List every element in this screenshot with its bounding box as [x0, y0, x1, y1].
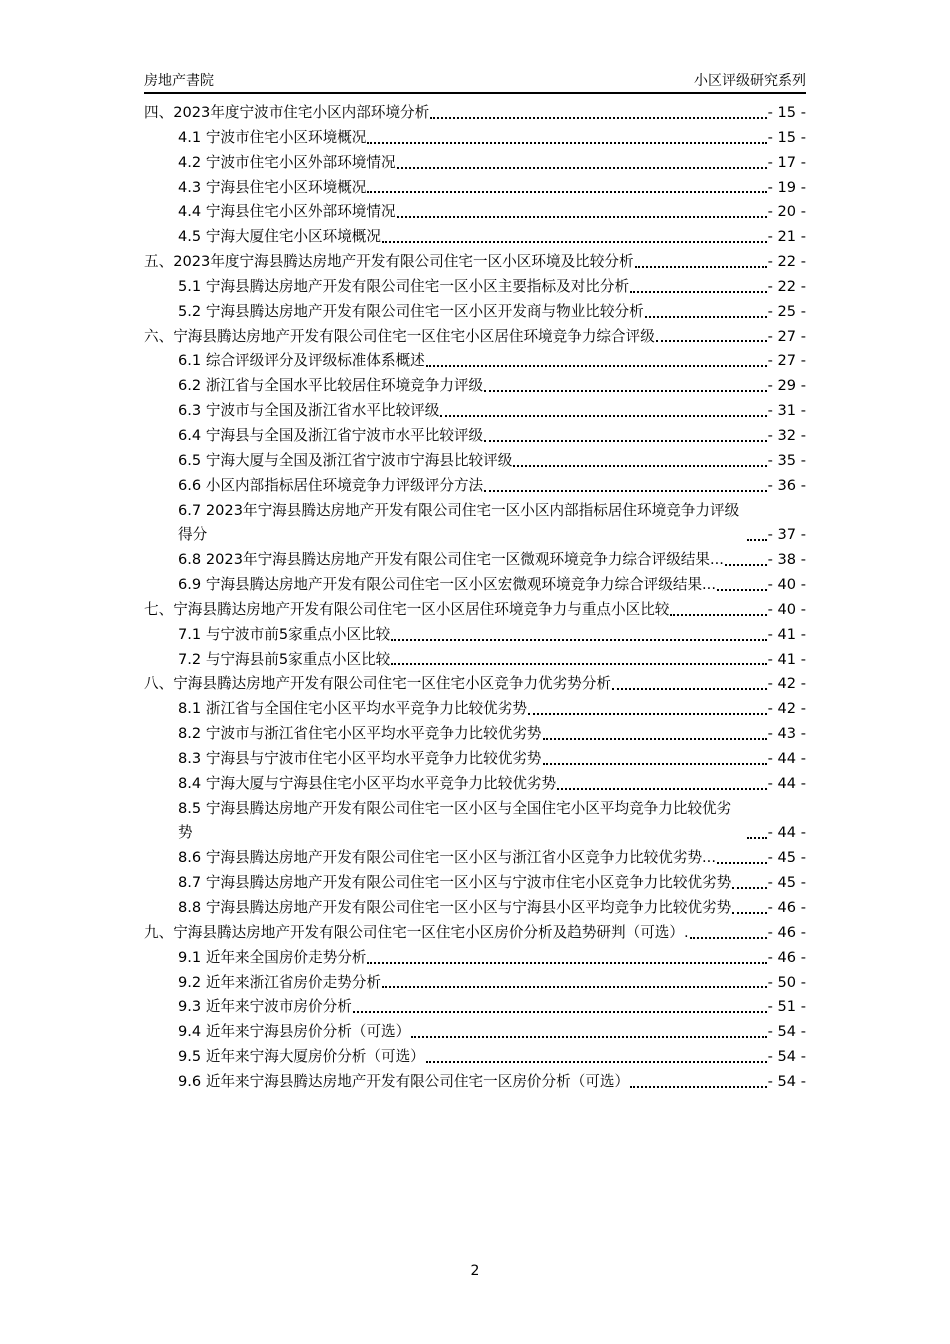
toc-entry[interactable] — [144, 424, 806, 449]
toc-entry-title: 8.3 宁海县与宁波市住宅小区平均水平竞争力比较优劣势 — [178, 749, 542, 767]
toc-entry-title: 五、2023年度宁海县腾达房地产开发有限公司住宅一区小区环境及比较分析 — [144, 253, 634, 271]
toc-entry-page: - 41 - — [767, 625, 806, 643]
toc-entry-page: - 25 - — [767, 302, 806, 320]
toc-entry-title: 4.4 宁海县住宅小区外部环境情况 — [178, 203, 396, 221]
toc-entry-title: 9.5 近年来宁海大厦房价分析（可选） — [178, 1048, 425, 1066]
toc-entry-page: - 32 - — [767, 426, 806, 444]
dot-leader — [630, 1086, 767, 1088]
toc-entry-page: - 45 - — [767, 849, 806, 867]
toc-entry-page: - 43 - — [767, 725, 806, 743]
toc-entry-title: 6.6 小区内部指标居住环境竞争力评级评分方法 — [178, 476, 484, 494]
toc-entry[interactable] — [144, 325, 806, 350]
dot-leader — [645, 316, 767, 318]
toc-entry[interactable] — [144, 449, 806, 474]
toc-entry-title: 5.2 宁海县腾达房地产开发有限公司住宅一区小区开发商与物业比较分析 — [178, 302, 644, 320]
toc-entry-page: - 31 - — [767, 402, 806, 420]
toc-entry[interactable] — [144, 275, 806, 300]
toc-entry-title: 9.2 近年来浙江省房价走势分析 — [178, 973, 381, 991]
dot-leader — [484, 390, 766, 392]
toc-entry[interactable] — [144, 797, 806, 847]
dot-leader — [430, 117, 766, 119]
dot-leader — [635, 266, 767, 268]
toc-entry-page: - 42 - — [767, 700, 806, 718]
toc-entry-page: - 42 - — [767, 675, 806, 693]
toc-entry-title: 6.7 2023年宁海县腾达房地产开发有限公司住宅一区小区内部指标居住环境竞争力评级得分 — [178, 501, 740, 544]
toc-entry-title: 6.3 宁波市与全国及浙江省水平比较评级 — [178, 402, 440, 420]
dot-leader — [543, 763, 767, 765]
dot-leader — [747, 837, 767, 839]
toc-entry-title: 4.2 宁波市住宅小区外部环境情况 — [178, 153, 396, 171]
toc-entry-title: 9.3 近年来宁波市房价分析 — [178, 998, 352, 1016]
toc-entry[interactable] — [144, 300, 806, 325]
dot-leader — [397, 167, 767, 169]
toc-entry[interactable] — [144, 200, 806, 225]
dot-leader — [367, 142, 766, 144]
toc-entry-page: - 27 - — [767, 352, 806, 370]
dot-leader — [367, 191, 766, 193]
toc-entry-title: 9.4 近年来宁海县房价分析（可选） — [178, 1023, 411, 1041]
toc-entry-page: - 22 - — [767, 253, 806, 271]
toc-entry-page: - 20 - — [767, 203, 806, 221]
header-right: 小区评级研究系列 — [694, 73, 806, 89]
toc-entry[interactable] — [144, 1070, 806, 1095]
toc-entry-page: - 27 - — [767, 327, 806, 345]
dot-leader — [725, 564, 767, 566]
dot-leader — [612, 688, 767, 690]
toc-entry-title: 8.1 浙江省与全国住宅小区平均水平竞争力比较优劣势 — [178, 700, 527, 718]
toc-entry[interactable] — [144, 648, 806, 673]
toc-entry-title: 6.4 宁海县与全国及浙江省宁波市水平比较评级 — [178, 426, 484, 444]
toc-entry-title: 6.2 浙江省与全国水平比较居住环境竞争力评级 — [178, 377, 484, 395]
toc-entry[interactable] — [144, 176, 806, 201]
toc-entry-title: 4.5 宁海大厦住宅小区环境概况 — [178, 228, 381, 246]
dot-leader — [382, 241, 767, 243]
toc-entry-page: - 40 - — [767, 576, 806, 594]
toc-entry-page: - 51 - — [767, 998, 806, 1016]
toc-entry-page: - 44 - — [767, 774, 806, 792]
header-left: 房地产書院 — [144, 73, 214, 89]
dot-leader — [543, 738, 767, 740]
page-header — [144, 66, 806, 94]
toc-entry[interactable] — [144, 598, 806, 623]
toc-entry-title: 九、宁海县腾达房地产开发有限公司住宅一区住宅小区房价分析及趋势研判（可选）. — [144, 923, 689, 941]
toc-entry-page: - 15 - — [767, 128, 806, 146]
page-number: 2 — [470, 1263, 480, 1279]
toc-entry[interactable] — [144, 971, 806, 996]
dot-leader — [717, 589, 767, 591]
toc-entry-title: 6.8 2023年宁海县腾达房地产开发有限公司住宅一区微观环境竞争力综合评级结果... — [178, 551, 724, 569]
toc-entry[interactable] — [144, 921, 806, 946]
toc-entry[interactable] — [144, 573, 806, 598]
dot-leader — [382, 986, 767, 988]
dot-leader — [484, 440, 766, 442]
dot-leader — [484, 490, 766, 492]
dot-leader — [690, 937, 767, 939]
toc-entry[interactable] — [144, 225, 806, 250]
toc-entry[interactable] — [144, 474, 806, 499]
toc-entry-page: - 41 - — [767, 650, 806, 668]
toc-entry[interactable] — [144, 151, 806, 176]
toc-entry-page: - 36 - — [767, 476, 806, 494]
dot-leader — [367, 962, 766, 964]
toc-entry-page: - 46 - — [767, 948, 806, 966]
toc-entry-page: - 35 - — [767, 451, 806, 469]
table-of-contents — [144, 101, 806, 1095]
dot-leader — [391, 663, 766, 665]
toc-entry[interactable] — [144, 623, 806, 648]
toc-entry[interactable] — [144, 697, 806, 722]
dot-leader — [732, 887, 766, 889]
toc-entry-title: 7.1 与宁波市前5家重点小区比较 — [178, 625, 391, 643]
toc-entry-title: 6.5 宁海大厦与全国及浙江省宁波市宁海县比较评级 — [178, 451, 513, 469]
dot-leader — [656, 340, 767, 342]
dot-leader — [670, 614, 766, 616]
toc-entry-title: 六、宁海县腾达房地产开发有限公司住宅一区住宅小区居住环境竞争力综合评级 — [144, 327, 655, 345]
toc-entry-page: - 45 - — [767, 874, 806, 892]
toc-entry-page: - 22 - — [767, 277, 806, 295]
dot-leader — [426, 1061, 767, 1063]
dot-leader — [353, 1011, 767, 1013]
dot-leader — [411, 1036, 766, 1038]
toc-entry-page: - 54 - — [767, 1023, 806, 1041]
dot-leader — [397, 216, 767, 218]
toc-entry-page: - 19 - — [767, 178, 806, 196]
toc-entry[interactable] — [144, 871, 806, 896]
toc-entry-page: - 54 - — [767, 1048, 806, 1066]
dot-leader — [630, 291, 767, 293]
toc-entry-page: - 29 - — [767, 377, 806, 395]
toc-entry-title: 7.2 与宁海县前5家重点小区比较 — [178, 650, 391, 668]
toc-entry-page: - 40 - — [767, 600, 806, 618]
dot-leader — [440, 415, 766, 417]
toc-entry-title: 8.5 宁海县腾达房地产开发有限公司住宅一区小区与全国住宅小区平均竞争力比较优劣势 — [178, 799, 732, 842]
toc-entry[interactable] — [144, 126, 806, 151]
toc-entry[interactable] — [144, 1045, 806, 1070]
toc-entry-title: 9.6 近年来宁海县腾达房地产开发有限公司住宅一区房价分析（可选） — [178, 1072, 630, 1090]
toc-entry-page: - 44 - — [767, 824, 806, 842]
toc-entry-title: 八、宁海县腾达房地产开发有限公司住宅一区住宅小区竞争力优劣势分析 — [144, 675, 612, 693]
toc-entry-title: 8.6 宁海县腾达房地产开发有限公司住宅一区小区与浙江省小区竞争力比较优劣势... — [178, 849, 716, 867]
toc-entry[interactable] — [144, 349, 806, 374]
toc-entry-page: - 17 - — [767, 153, 806, 171]
toc-entry-title: 4.3 宁海县住宅小区环境概况 — [178, 178, 367, 196]
toc-entry[interactable] — [144, 946, 806, 971]
toc-entry[interactable] — [144, 896, 806, 921]
toc-entry[interactable] — [144, 250, 806, 275]
toc-entry[interactable] — [144, 846, 806, 871]
toc-entry-title: 6.9 宁海县腾达房地产开发有限公司住宅一区小区宏微观环境竞争力综合评级结果... — [178, 576, 716, 594]
toc-entry[interactable] — [144, 399, 806, 424]
dot-leader — [426, 365, 767, 367]
toc-entry-title: 8.8 宁海县腾达房地产开发有限公司住宅一区小区与宁海县小区平均竞争力比较优劣势 — [178, 899, 732, 916]
dot-leader — [513, 465, 766, 467]
toc-entry-page: - 44 - — [767, 749, 806, 767]
toc-entry[interactable] — [144, 1020, 806, 1045]
toc-entry-title: 四、2023年度宁波市住宅小区内部环境分析 — [144, 104, 430, 121]
toc-entry[interactable] — [144, 499, 806, 549]
toc-entry[interactable] — [144, 772, 806, 797]
toc-entry-title: 5.1 宁海县腾达房地产开发有限公司住宅一区小区主要指标及对比分析 — [178, 277, 630, 295]
dot-leader — [528, 713, 767, 715]
toc-entry-title: 七、宁海县腾达房地产开发有限公司住宅一区小区居住环境竞争力与重点小区比较 — [144, 600, 670, 618]
toc-entry-title: 9.1 近年来全国房价走势分析 — [178, 948, 367, 966]
toc-entry-title: 8.2 宁波市与浙江省住宅小区平均水平竞争力比较优劣势 — [178, 725, 542, 743]
dot-leader — [391, 639, 766, 641]
toc-entry-page: - 54 - — [767, 1072, 806, 1090]
toc-entry-title: 8.4 宁海大厦与宁海县住宅小区平均水平竞争力比较优劣势 — [178, 774, 557, 792]
toc-entry-title: 8.7 宁海县腾达房地产开发有限公司住宅一区小区与宁波市住宅小区竞争力比较优劣势 — [178, 874, 732, 892]
dot-leader — [747, 539, 766, 541]
toc-entry[interactable] — [144, 722, 806, 747]
toc-entry[interactable] — [144, 548, 806, 573]
toc-entry-page: - 38 - — [767, 551, 806, 569]
toc-entry[interactable] — [144, 672, 806, 697]
toc-entry-page: - 46 - — [767, 923, 806, 941]
dot-leader — [717, 862, 767, 864]
toc-entry-page: - 46 - — [767, 899, 806, 916]
toc-entry[interactable] — [144, 747, 806, 772]
toc-entry[interactable] — [144, 374, 806, 399]
toc-entry-title: 6.1 综合评级评分及评级标准体系概述 — [178, 352, 425, 370]
dot-leader — [732, 912, 766, 914]
toc-entry[interactable] — [144, 995, 806, 1020]
toc-entry-page: - 21 - — [767, 228, 806, 246]
toc-entry-page: - 50 - — [767, 973, 806, 991]
toc-entry-page: - 15 - — [767, 104, 806, 121]
toc-entry[interactable] — [144, 101, 806, 126]
dot-leader — [557, 788, 767, 790]
toc-entry-page: - 37 - — [767, 526, 806, 544]
toc-entry-title: 4.1 宁波市住宅小区环境概况 — [178, 128, 367, 146]
